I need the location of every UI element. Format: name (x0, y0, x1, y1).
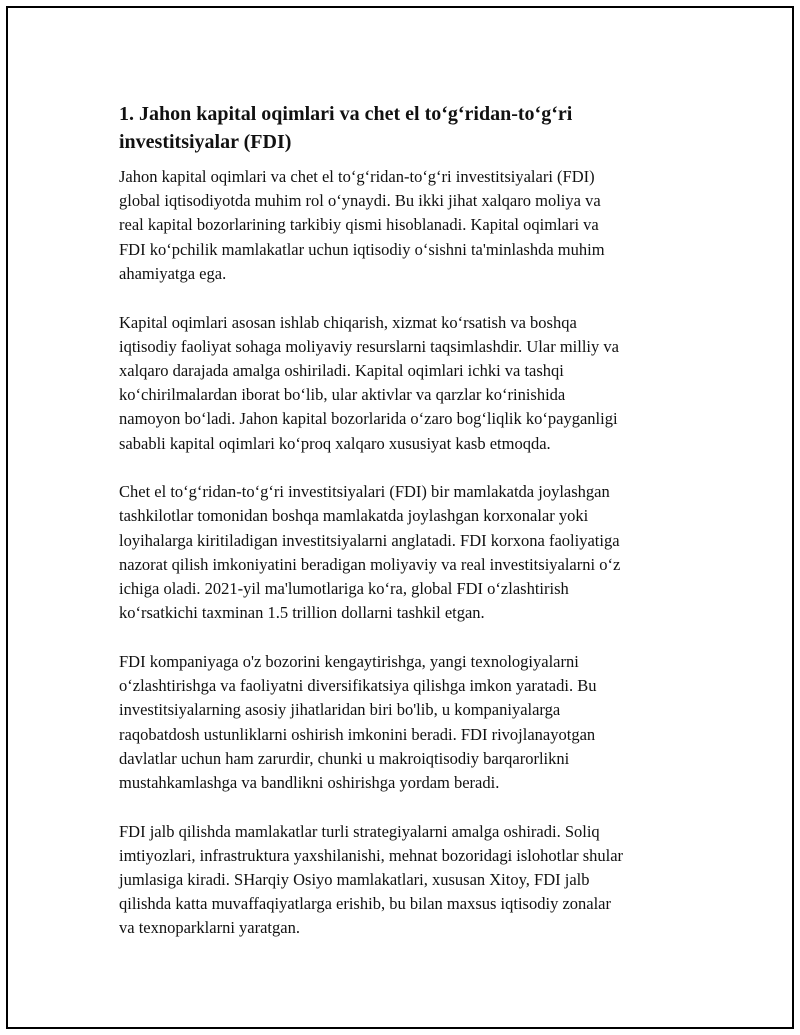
text-line: Kapital oqimlari asosan ishlab chiqarish, xizmat ko‘rsatish va boshqa (119, 312, 577, 332)
document-body (119, 100, 699, 965)
heading-line: 1. Jahon kapital oqimlari va chet el to‘g‘ridan-to‘g‘ri (119, 103, 573, 125)
paragraph-2 (119, 311, 699, 456)
text-line: va texnoparklarni yaratgan. (119, 918, 300, 938)
text-line: xalqaro darajada amalga oshiriladi. Kapital oqimlari ichki va tashqi (119, 360, 564, 380)
text-line: o‘zlashtirishga va faoliyatni diversifikatsiya qilishga imkon yaratadi. Bu (119, 676, 597, 696)
text-line: ko‘chirilmalardan iborat bo‘lib, ular aktivlar va qarzlar ko‘rinishida (119, 385, 566, 405)
paragraph-5 (119, 820, 699, 941)
section-heading (119, 100, 699, 156)
text-line: ichiga oladi. 2021-yil ma'lumotlariga ko‘ra, global FDI o‘zlashtirish (119, 579, 569, 599)
text-line: investitsiyalarning asosiy jihatlaridan biri bo'lib, u kompaniyalarga (119, 700, 561, 720)
paragraph-3 (119, 480, 699, 625)
text-line: iqtisodiy faoliyat sohaga moliyaviy resurslarni taqsimlashdir. Ular milliy va (119, 336, 619, 356)
text-line: raqobatdosh ustunliklarni oshirish imkonini beradi. FDI rivojlanayotgan (119, 724, 596, 744)
text-line: jumlasiga kiradi. SHarqiy Osiyo mamlakatlari, xususan Xitoy, FDI jalb (119, 870, 590, 890)
text-line: FDI jalb qilishda mamlakatlar turli strategiyalarni amalga oshiradi. Soliq (119, 821, 600, 841)
text-line: FDI ko‘pchilik mamlakatlar uchun iqtisodiy o‘sishni ta'minlashda muhim (119, 239, 605, 259)
paragraph-1 (119, 165, 699, 286)
text-line: tashkilotlar tomonidan boshqa mamlakatda joylashgan korxonalar yoki (119, 506, 589, 526)
page-frame (6, 6, 794, 1029)
heading-line: investitsiyalar (FDI) (119, 131, 292, 153)
text-line: global iqtisodiyotda muhim rol o‘ynaydi. Bu ikki jihat xalqaro moliya va (119, 191, 601, 211)
text-line: Jahon kapital oqimlari va chet el to‘g‘ridan-to‘g‘ri investitsiyalari (FDI) (119, 167, 595, 186)
text-line: mustahkamlashga va bandlikni oshirishga yordam beradi. (119, 772, 500, 792)
text-line: ahamiyatga ega. (119, 263, 227, 283)
text-line: Chet el to‘g‘ridan-to‘g‘ri investitsiyalari (FDI) bir mamlakatda joylashgan (119, 482, 610, 502)
text-line: sababli kapital oqimlari ko‘proq xalqaro xususiyat kasb etmoqda. (119, 433, 551, 453)
text-line: qilishda katta muvaffaqiyatlarga erishib, bu bilan maxsus iqtisodiy zonalar (119, 894, 611, 914)
paragraph-4 (119, 650, 699, 795)
text-line: davlatlar uchun ham zarurdir, chunki u makroiqtisodiy barqarorlikni (119, 748, 570, 768)
text-line: real kapital bozorlarining tarkibiy qismi hisoblanadi. Kapital oqimlari va (119, 215, 599, 235)
text-line: namoyon bo‘ladi. Jahon kapital bozorlarida o‘zaro bog‘liqlik ko‘payganligi (119, 409, 618, 429)
text-line: ko‘rsatkichi taxminan 1.5 trillion dollarni tashkil etgan. (119, 603, 485, 623)
text-line: imtiyozlari, infrastruktura yaxshilanishi, mehnat bozoridagi islohotlar shular (119, 845, 624, 865)
text-line: nazorat qilish imkoniyatini beradigan moliyaviy va real investitsiyalarni o‘z (119, 554, 621, 574)
text-line: FDI kompaniyaga o'z bozorini kengaytirishga, yangi texnologiyalarni (119, 651, 579, 671)
text-line: loyihalarga kiritiladigan investitsiyalarni anglatadi. FDI korxona faoliyatiga (119, 530, 620, 550)
